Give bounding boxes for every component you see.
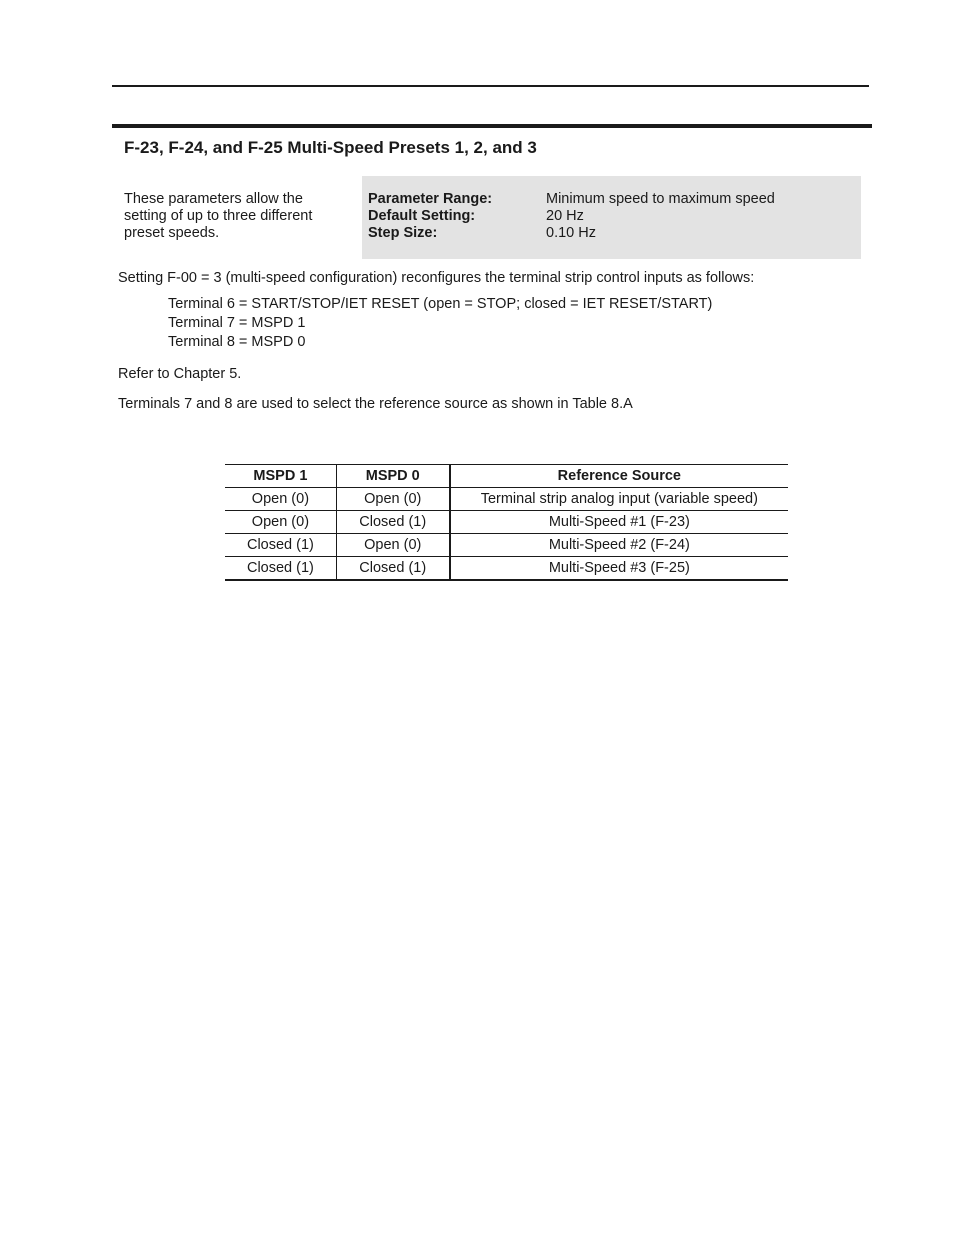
column-header-mspd1: MSPD 1 xyxy=(225,465,336,488)
table-intro-paragraph: Terminals 7 and 8 are used to select the reference source as shown in Table 8.A xyxy=(118,396,633,412)
table-row xyxy=(225,534,788,557)
step-size-label: Step Size: xyxy=(368,225,438,241)
column-header-mspd0: MSPD 0 xyxy=(336,465,449,488)
parameter-description xyxy=(124,191,349,242)
table-cell: Closed (1) xyxy=(336,557,449,581)
table-cell: Multi-Speed #1 (F-23) xyxy=(450,511,788,534)
table-cell: Multi-Speed #2 (F-24) xyxy=(450,534,788,557)
refer-paragraph: Refer to Chapter 5. xyxy=(118,366,242,382)
step-size-value: 0.10 Hz xyxy=(546,225,596,241)
section-rule xyxy=(112,124,872,128)
table-row xyxy=(225,557,788,581)
default-setting-label: Default Setting: xyxy=(368,208,476,224)
parameter-range-label: Parameter Range: xyxy=(368,191,493,207)
description-line: setting of up to three different xyxy=(124,208,313,224)
table-row xyxy=(225,488,788,511)
default-setting-value: 20 Hz xyxy=(546,208,584,224)
table-cell: Closed (1) xyxy=(225,557,336,581)
description-line: preset speeds. xyxy=(124,225,220,241)
table-cell: Closed (1) xyxy=(336,511,449,534)
table-cell: Closed (1) xyxy=(225,534,336,557)
parameter-info-box xyxy=(362,176,861,259)
column-header-reference-source: Reference Source xyxy=(450,465,788,488)
table-cell: Multi-Speed #3 (F-25) xyxy=(450,557,788,581)
intro-paragraph: Setting F-00 = 3 (multi-speed configuration) reconfigures the terminal strip control inputs as follows: xyxy=(118,270,755,286)
description-line: These parameters allow the xyxy=(124,191,303,207)
page-header-rule xyxy=(112,85,869,87)
terminal-6-line: Terminal 6 = START/STOP/IET RESET (open = STOP; closed = IET RESET/START) xyxy=(168,296,713,312)
reference-source-table xyxy=(225,464,788,581)
parameter-range-value: Minimum speed to maximum speed xyxy=(546,191,775,207)
table-cell: Open (0) xyxy=(225,488,336,511)
step-size-row xyxy=(368,225,596,242)
parameter-range-row xyxy=(368,191,775,208)
terminal-7-line: Terminal 7 = MSPD 1 xyxy=(168,315,306,331)
table-cell: Open (0) xyxy=(225,511,336,534)
default-setting-row xyxy=(368,208,584,225)
terminal-8-line: Terminal 8 = MSPD 0 xyxy=(168,334,306,350)
section-title: F-23, F-24, and F-25 Multi-Speed Presets 1, 2, and 3 xyxy=(124,138,537,157)
table-cell: Open (0) xyxy=(336,534,449,557)
table-row xyxy=(225,511,788,534)
table-cell: Terminal strip analog input (variable speed) xyxy=(450,488,788,511)
table-header-row xyxy=(225,465,788,488)
table-cell: Open (0) xyxy=(336,488,449,511)
